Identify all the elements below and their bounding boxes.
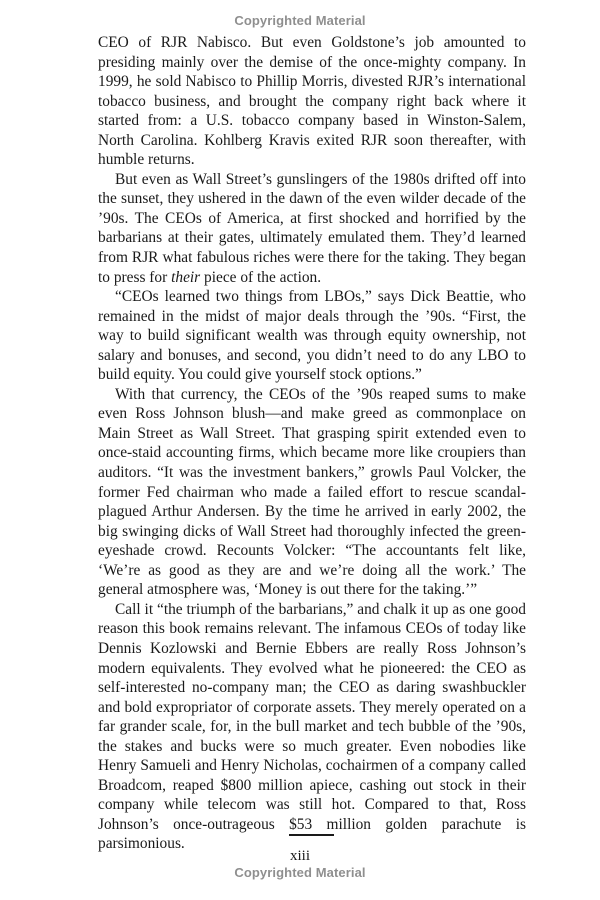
page-number: xiii	[289, 848, 310, 864]
paragraph-5: Call it “the triumph of the barbarians,” and chalk it up as one good reason this book remains relevant. The infamous CEOs of today like Dennis Kozlowski and Bernie Ebbers are really Ross Johnson’s modern equivalents. They evolved what he pioneered: the CEO as self-interested no-company man; the CEO as daring swashbuckler and bold expropriator of corporate assets. They merely operated on a far grander scale, for, in the bull market and tech bubble of the ’90s, the stakes and bucks were so much greater. Even nobodies like Henry Samueli and Henry Nicholas, cochairmen of a company called Broadcom, reaped $800 million apiece, cashing out stock in their company while telecom was still hot. Compared to that, Ross Johnson’s once-outrageous $53 million golden parachute is parsimonious.	[98, 600, 526, 853]
footer-rule	[289, 834, 334, 836]
copyright-watermark-bottom: Copyrighted Material	[234, 865, 366, 880]
paragraph-3: “CEOs learned two things from LBOs,” says Dick Beattie, who remained in the midst of major deals through the ’90s. “First, the way to build significant wealth was through equity ownership, not salary and bonuses, and second, you didn’t need to do any LBO to build equity. You could give yourself stock options.”	[98, 288, 526, 384]
paragraph-1: CEO of RJR Nabisco. But even Goldstone’s job amounted to presiding mainly over the demise of the once-mighty company. In 1999, he sold Nabisco to Phillip Morris, divested RJR’s international tobacco business, and brought the company right back where it started from: a U.S. tobacco company based in Winston-Salem, North Carolina. Kohlberg Kravis exited RJR soon thereafter, with humble returns.	[98, 34, 526, 169]
paragraph-2: But even as Wall Street’s gunslingers of the 1980s drifted off into the sunset, they ushered in the dawn of the even wilder decade of the ’90s. The CEOs of America, at first shocked and horrified by the barbarians at their gates, ultimately emulated them. They’d learned from RJR what fabulous riches were there for the taking. They began to press for their piece of the action.	[98, 170, 526, 286]
copyright-watermark-top: Copyrighted Material	[234, 13, 366, 28]
body-text	[98, 33, 526, 854]
paragraph-4: With that currency, the CEOs of the ’90s reaped sums to make even Ross Johnson blush—and make greed as commonplace on Main Street as Wall Street. That grasping spirit extended even to once-staid accounting firms, which became more like croupiers than auditors. “It was the investment bankers,” growls Paul Volcker, the former Fed chairman who made a failed effort to rescue scandal-plagued Arthur Andersen. By the time he arrived in early 2002, the big swinging dicks of Wall Street had thoroughly infected the green-eyeshade crowd. Recounts Volcker: “The accountants felt like, ‘We’re as good as they are and we’re doing all the work.’ The general atmosphere was, ‘Money is out there for the taking.’”	[98, 385, 526, 599]
emphasis-their: their	[171, 268, 201, 286]
